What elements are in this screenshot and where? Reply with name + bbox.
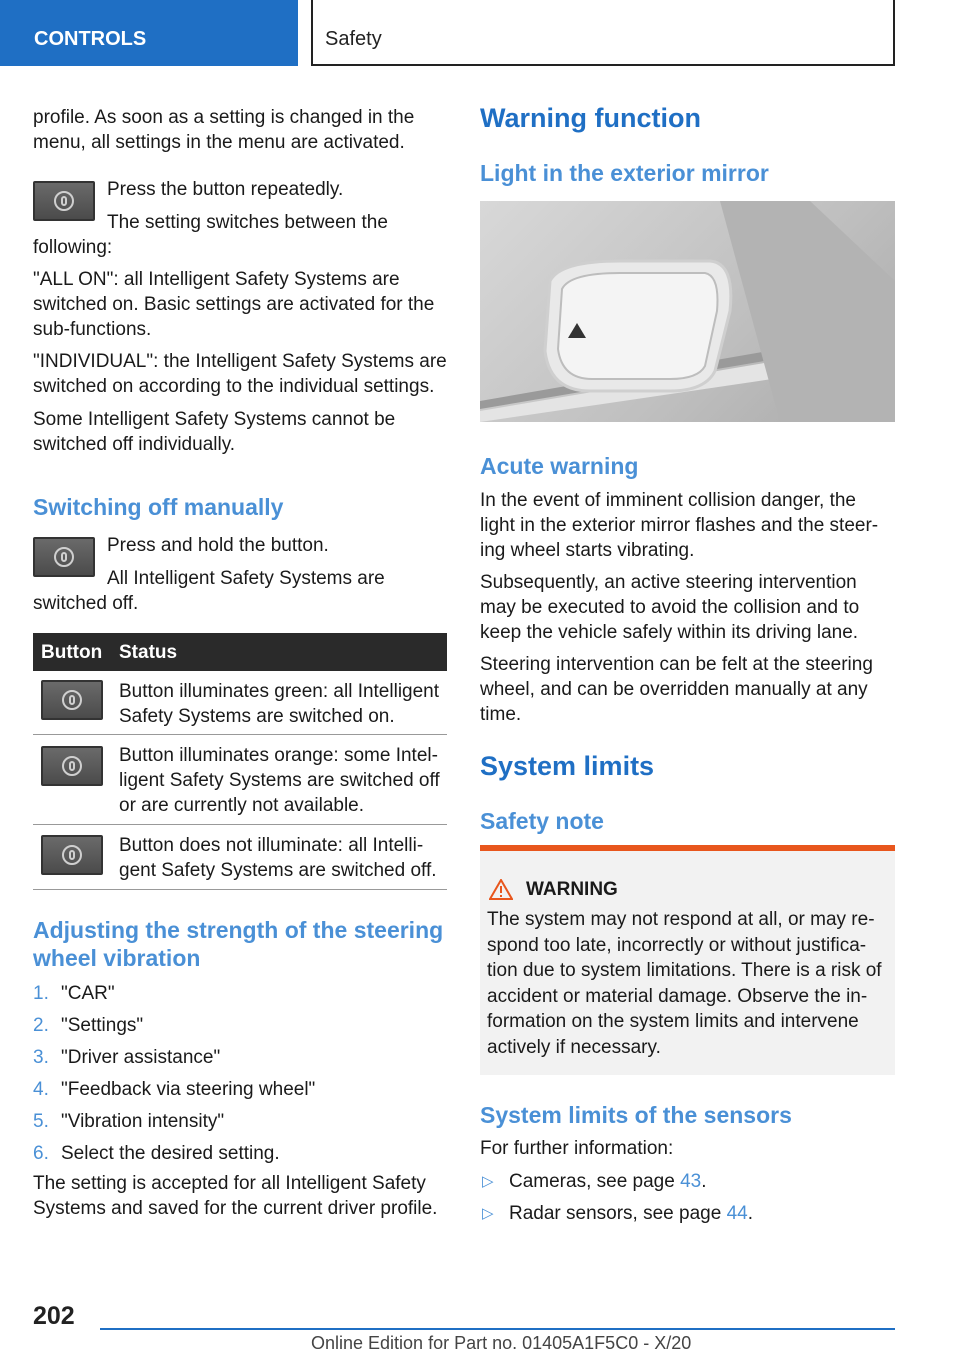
list-item: 2. "Settings" xyxy=(33,1015,144,1036)
table-header xyxy=(33,633,447,671)
setting-switches-text: The setting switches between the xyxy=(107,212,388,233)
table-header-button: Button xyxy=(41,642,103,663)
list-item: 4. "Feedback via steering wheel" xyxy=(33,1079,316,1100)
vibration-steps-list xyxy=(33,978,447,1170)
table-header-status: Status xyxy=(119,642,178,663)
header-right-rule xyxy=(893,0,895,66)
all-systems-text: All Intelligent Safety Systems are xyxy=(107,568,385,589)
individual-paragraph: "INDIVIDUAL": the Intelligent Safety Systems are switched on according to the individual settings. xyxy=(33,351,447,397)
list-item: 1. "CAR" xyxy=(33,983,115,1004)
cannot-switch-off-paragraph: Some Intelligent Safety Systems cannot be switched off individually. xyxy=(33,409,396,455)
table-cell-status: Button illuminates orange: some Intel-ligent Safety Systems are switched off or are currently not available. xyxy=(119,745,440,816)
mirror-illustration xyxy=(480,201,895,422)
safety-button-icon xyxy=(33,537,95,577)
list-item: ▷ Cameras, see page 43. xyxy=(480,1166,753,1198)
exterior-mirror-image xyxy=(480,201,895,422)
heading-switching-off: Switching off manually xyxy=(33,494,284,520)
all-on-paragraph: "ALL ON": all Intelligent Safety Systems are switched on. Basic settings are activated for the sub-functions. xyxy=(33,269,435,340)
heading-warning-function: Warning function xyxy=(480,103,701,133)
heading-acute-warning: Acute warning xyxy=(480,453,639,479)
warning-text: The system may not respond at all, or may re-spond too late, incorrectly or without justifica-tion due to system limitations. There is a risk of accident or material damage. Observe the in-formation on the system limits and intervene actively if necessary. xyxy=(487,909,882,1058)
list-item: ▷ Radar sensors, see page 44. xyxy=(480,1198,753,1230)
warning-triangle-icon xyxy=(489,879,513,900)
section-tab: CONTROLS xyxy=(0,0,298,66)
safety-button-icon xyxy=(33,181,95,221)
heading-system-limits: System limits xyxy=(480,751,655,781)
safety-button-green-icon xyxy=(41,680,103,720)
footer-edition-text: Online Edition for Part no. 01405A1F5C0 - X/20 xyxy=(311,1333,692,1353)
table-row xyxy=(33,735,447,825)
sensor-links-list xyxy=(480,1166,753,1230)
page-link-cameras[interactable]: 43 xyxy=(680,1171,702,1192)
list-item: 5. "Vibration intensity" xyxy=(33,1111,225,1132)
acute-paragraph-3: Steering intervention can be felt at the steering wheel, and can be overridden manually at any time. xyxy=(480,654,873,725)
heading-safety-note: Safety note xyxy=(480,808,604,834)
safety-button-orange-icon xyxy=(41,746,103,786)
following-text: following: xyxy=(33,237,113,258)
table-row xyxy=(33,671,447,735)
table-row xyxy=(33,825,447,890)
setting-accepted-paragraph: The setting is accepted for all Intelligent Safety Systems and saved for the current driver profile. xyxy=(33,1173,438,1219)
footer-rule xyxy=(100,1328,895,1330)
warning-box xyxy=(480,845,895,1075)
table-cell-status: Button does not illuminate: all Intelli-gent Safety Systems are switched off. xyxy=(119,835,437,881)
safety-button-off-icon xyxy=(41,835,103,875)
further-information-text: For further information: xyxy=(480,1138,674,1159)
list-item: 6. Select the desired setting. xyxy=(33,1143,280,1164)
warning-title: WARNING xyxy=(526,879,618,900)
bullet-triangle-icon: ▷ xyxy=(482,1173,494,1190)
intro-paragraph: profile. As soon as a setting is changed in the menu, all settings in the menu are activated. xyxy=(33,107,415,153)
heading-sensor-limits: System limits of the sensors xyxy=(480,1102,792,1128)
status-table xyxy=(33,633,447,890)
list-item: 3. "Driver assistance" xyxy=(33,1047,221,1068)
press-repeatedly-text: Press the button repeatedly. xyxy=(107,179,344,200)
page-link-radar[interactable]: 44 xyxy=(726,1203,748,1224)
header-divider xyxy=(311,0,313,66)
heading-adjusting-vibration: Adjusting the strength of the steering wheel vibration xyxy=(33,917,444,971)
page-header xyxy=(0,0,960,66)
acute-paragraph-1: In the event of imminent collision danger, the light in the exterior mirror flashes and the steer-ing wheel starts vibrating. xyxy=(480,490,879,561)
press-and-hold-text: Press and hold the button. xyxy=(107,535,329,556)
page-number: 202 xyxy=(33,1302,75,1330)
table-cell-status: Button illuminates green: all Intelligent Safety Systems are switched on. xyxy=(119,681,440,727)
header-bottom-rule xyxy=(311,64,895,66)
chapter-title: Safety xyxy=(325,28,382,50)
switched-off-text: switched off. xyxy=(33,593,139,614)
bullet-triangle-icon: ▷ xyxy=(482,1205,494,1222)
heading-light-mirror: Light in the exterior mirror xyxy=(480,160,769,186)
acute-paragraph-2: Subsequently, an active steering intervention may be executed to avoid the collision and to keep the vehicle safely within its driving lane. xyxy=(480,572,860,643)
